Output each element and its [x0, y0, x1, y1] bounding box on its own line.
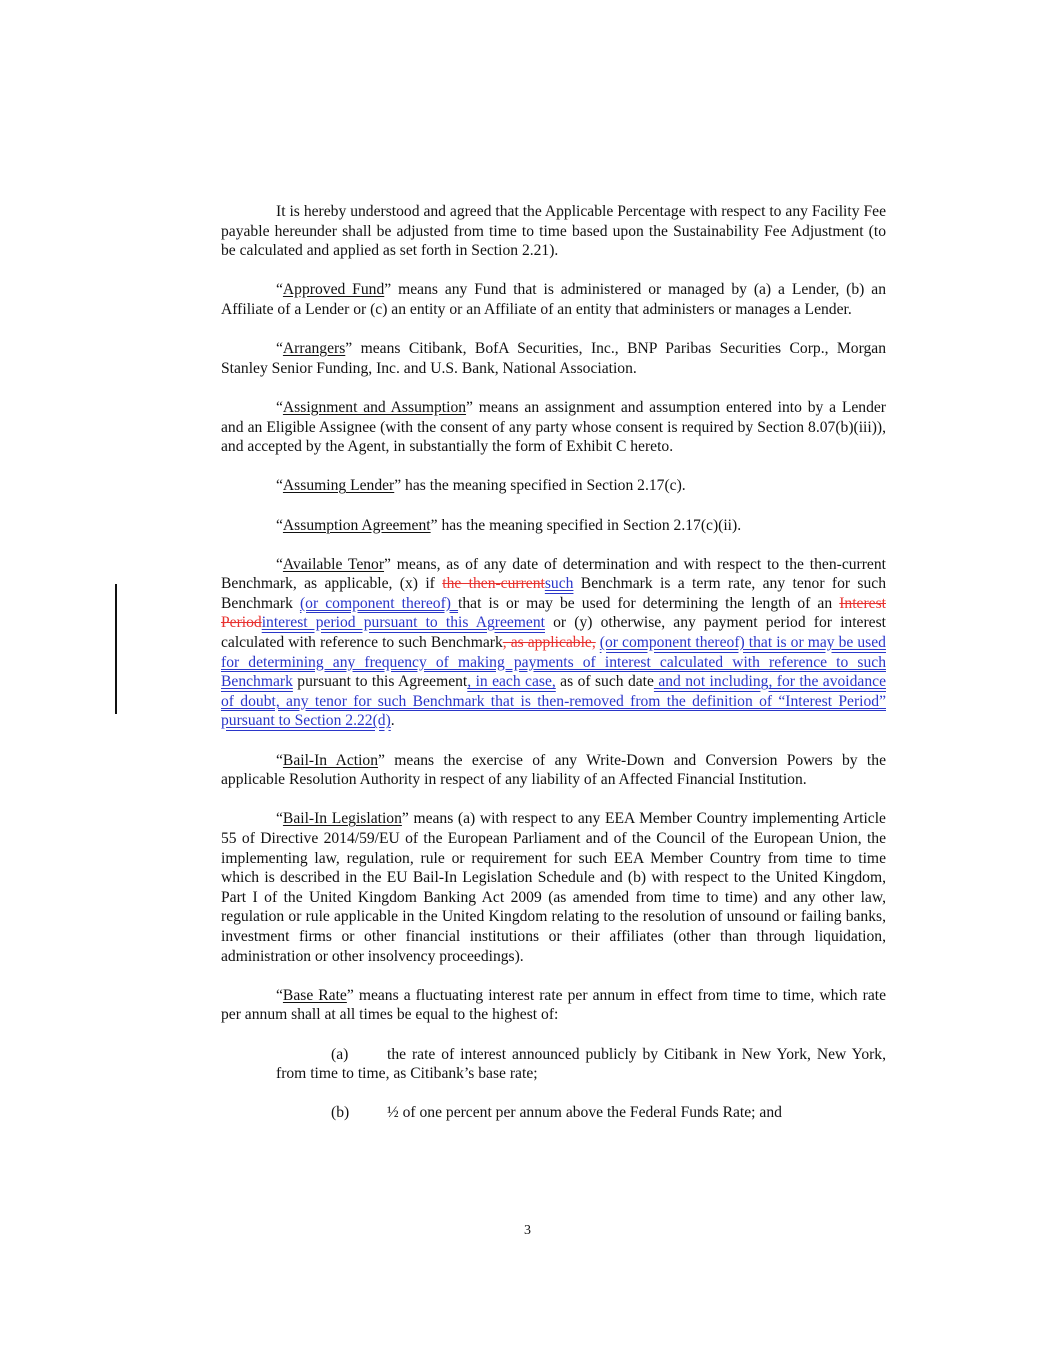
definition-text: as of such date: [555, 673, 654, 691]
definition-approved-fund: “Approved Fund” means any Fund that is administered or managed by (a) a Lender, (b) an Affiliate of a Lender or (c) an entity or an Affiliate of an entity that administers or manages a Lender.: [221, 281, 886, 318]
deleted-text: , as applicable,: [502, 634, 596, 652]
list-item: [276, 1103, 886, 1123]
defined-term: Bail-In Action: [282, 751, 379, 769]
list-item-text: the rate of interest announced publicly by Citibank in New York, New York, from time to time, as Citibank’s base rate;: [276, 1045, 886, 1083]
definition-available-tenor: “Available Tenor” means, as of any date of determination and with respect to the then-current Benchmark, as applicable, (x) if the then-currentsuch Benchmark is a term rate, any tenor for such Benchmark (or component thereof) that is or may be used for determining the length of an Interest Periodinterest period pursuant to this Agreement or (y) otherwise, any payment period for interest calculated with reference to such Benchmark, as applicable, (or component thereof) that is or may be used for determining any frequency of making payments of interest calculated with reference to such Benchmark pursuant to this Agreement, in each case, as of such date and not including, for the avoidance of doubt, any tenor for such Benchmark that is then-removed from the definition of “Interest Period” pursuant to Section 2.22(d).: [221, 555, 887, 730]
inserted-text: (or component thereof) that is or may be used for determining any frequency of making payments of interest calculated with reference to such Benchmark: [221, 634, 886, 691]
inserted-text: and not including, for the avoidance of doubt, any tenor for such Benchmark that is then-removed from the definition of “Interest Period” pursuant to Section 2.22(d): [221, 673, 886, 730]
inserted-text: such: [544, 575, 574, 593]
definition-text: means the exercise of any Write-Down and Conversion Powers by the applicable Resolution Authority in respect of any liability of an Affected Financial Institution.: [221, 751, 886, 789]
defined-term: Assumption Agreement: [282, 516, 431, 534]
intro-text: It is hereby understood and agreed that the Applicable Percentage with respect to any Facility Fee payable hereunder shall be adjusted from time to time based upon the Sustainability Fee Adjustment (to be calculated and applied as set forth in Section 2.21).: [221, 203, 886, 260]
definition-text: means Citibank, BofA Securities, Inc., BNP Paribas Securities Corp., Morgan Stanley Senior Funding, Inc. and U.S. Bank, National Association.: [221, 340, 886, 377]
definition-arrangers: “Arrangers” means Citibank, BofA Securities, Inc., BNP Paribas Securities Corp., Morgan Stanley Senior Funding, Inc. and U.S. Bank, National Association.: [221, 340, 886, 377]
definition-assignment-and-assumption: “Assignment and Assumption” means an assignment and assumption entered into by a Lender and an Eligible Assignee (with the consent of any party whose consent is required by Section 8.07(b)(iii)), and accepted by the Agent, in substantially the form of Exhibit C hereto.: [221, 398, 886, 456]
defined-term: Base Rate: [282, 986, 347, 1004]
definition-text: means an assignment and assumption entered into by a Lender and an Eligible Assignee (with the consent of any party whose consent is required by Section 8.07(b)(iii)), and accepted by the Agent, in substantially the form of Exhibit C hereto.: [221, 398, 886, 456]
defined-term: Assignment and Assumption: [282, 398, 467, 416]
definition-text: that is or may be used for determining the length of an: [458, 594, 840, 612]
list-item-label: (a): [331, 1045, 349, 1063]
definition-text: Benchmark is a term rate, any tenor for such Benchmark: [221, 575, 887, 612]
definition-bail-in-legislation: “Bail-In Legislation” means (a) with respect to any EEA Member Country implementing Article 55 of Directive 2014/59/EU of the European Parliament and of the Council of the European Union, the implementing law, regulation, rule or requirement for such EEA Member Country from time to time which is described in the EU Bail-In Legislation Schedule and (b) with respect to the United Kingdom, Part I of the United Kingdom Banking Act 2009 (as amended from time to time) and any other law, regulation or rule applicable in the United Kingdom relating to the resolution of unsound or failing banks, investment firms or other financial institutions or their affiliates (other than through liquidation, administration or other insolvency proceedings).: [221, 810, 886, 965]
inserted-text: interest period pursuant to this Agreement: [261, 614, 545, 632]
change-bar: [115, 584, 117, 714]
inserted-text: (or component thereof): [299, 594, 459, 612]
definition-text: or (y) otherwise, any payment period for interest calculated with reference to such Benchmark: [221, 614, 886, 652]
document-body: [221, 202, 886, 1143]
defined-term: Bail-In Legislation: [282, 810, 402, 828]
definition-assumption-agreement: “Assumption Agreement” has the meaning specified in Section 2.17(c)(ii).: [276, 516, 742, 534]
list-item-text: ½ of one percent per annum above the Federal Funds Rate; and: [387, 1104, 782, 1122]
list-item-label: (b): [331, 1104, 350, 1122]
list-item: [276, 1045, 886, 1084]
page-number: 3: [524, 1223, 531, 1238]
definition-text: pursuant to this Agreement: [292, 673, 468, 691]
definition-bail-in-action: “Bail-In Action” means the exercise of any Write-Down and Conversion Powers by the applicable Resolution Authority in respect of any liability of an Affected Financial Institution.: [221, 751, 886, 789]
inserted-text: , in each case,: [467, 673, 556, 691]
deleted-text: Interest Period: [221, 594, 886, 632]
definition-text: has the meaning specified in Section 2.17(c).: [401, 477, 686, 495]
deleted-text: the then-current: [442, 575, 545, 593]
definition-text: .: [390, 712, 395, 730]
defined-term: Approved Fund: [282, 281, 385, 299]
defined-term: Assuming Lender: [282, 477, 395, 495]
definition-assuming-lender: “Assuming Lender” has the meaning specified in Section 2.17(c).: [276, 477, 686, 495]
intro-paragraph: [221, 202, 886, 261]
definition-text: means (a) with respect to any EEA Member Country implementing Article 55 of Directive 2014/59/EU of the European Parliament and of the Council of the European Union, the implementing law, regulation, rule or requirement for such EEA Member Country from time to time which is described in the EU Bail-In Legislation Schedule and (b) with respect to the United Kingdom, Part I of the United Kingdom Banking Act 2009 (as amended from time to time) and any other law, regulation or rule applicable in the United Kingdom relating to the resolution of unsound or failing banks, investment firms or other financial institutions or their affiliates (other than through liquidation, administration or other insolvency proceedings).: [221, 810, 886, 965]
definition-text: has the meaning specified in Section 2.17(c)(ii).: [437, 516, 742, 534]
definition-text: means, as of any date of determination and with respect to the then-current Benchmark, as applicable, (x) if: [221, 555, 886, 593]
definition-text: means any Fund that is administered or managed by (a) a Lender, (b) an Affiliate of a Lender or (c) an entity or an Affiliate of an entity that administers or manages a Lender.: [221, 281, 886, 318]
definition-text: means a fluctuating interest rate per annum in effect from time to time, which rate per annum shall at all times be equal to the highest of:: [221, 986, 886, 1024]
definition-base-rate: “Base Rate” means a fluctuating interest rate per annum in effect from time to time, which rate per annum shall at all times be equal to the highest of:: [221, 986, 886, 1024]
defined-term: Arrangers: [282, 340, 346, 358]
defined-term: Available Tenor: [282, 555, 385, 573]
